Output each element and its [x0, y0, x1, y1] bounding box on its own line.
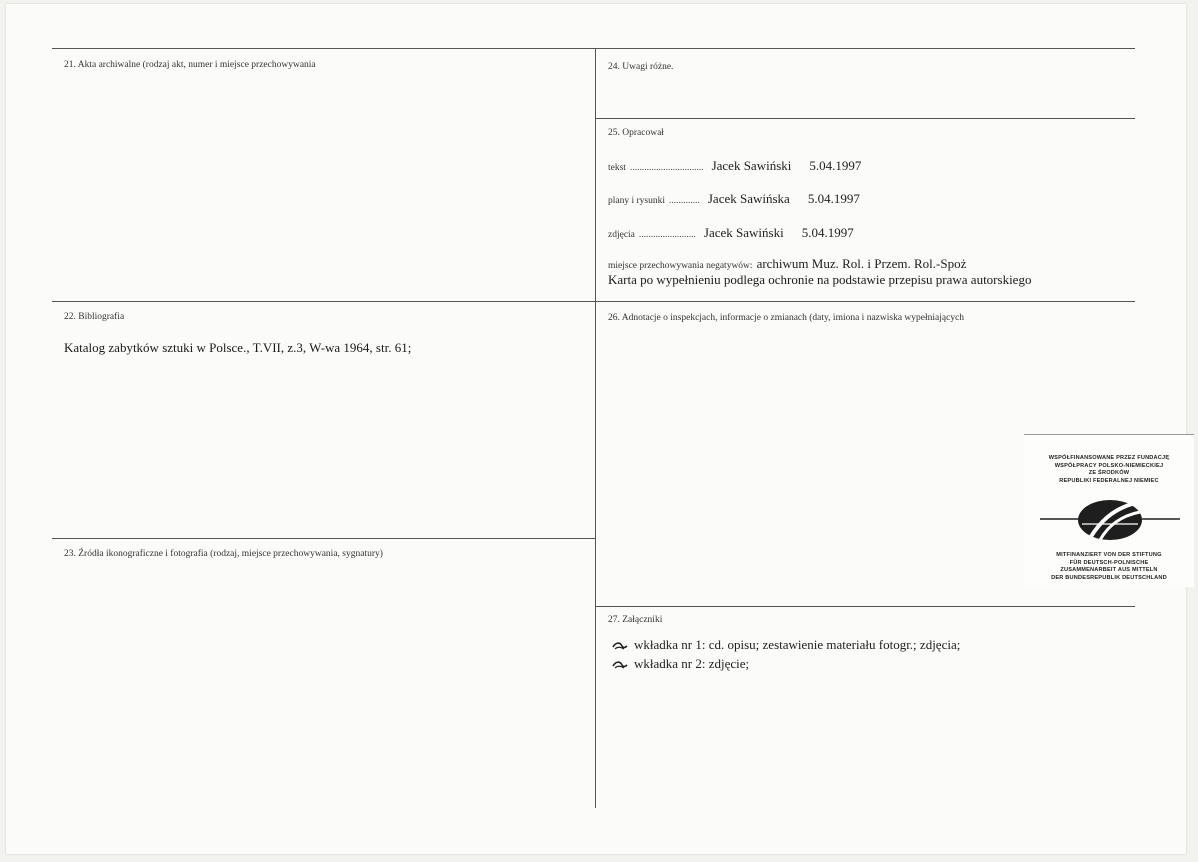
section-26-caption: 26. Adnotacje o inspekcjach, informacje o zmianach (daty, imiona i nazwiska wypełniających [608, 313, 965, 323]
section-22-caption: 22. Bibliografia [64, 312, 125, 322]
author-row-date: 5.04.1997 [801, 225, 854, 240]
author-row-plans [608, 190, 860, 208]
center-divider [595, 48, 596, 808]
leaf-bullet-icon [612, 641, 628, 651]
rule-21-22 [52, 301, 1135, 302]
section-21-caption: 21. Akta archiwalne (rodzaj akt, numer i miejsce przechowywania [64, 60, 316, 70]
negatives-label: miejsce przechowywania negatywów: [608, 261, 753, 271]
record-card-sheet [6, 4, 1186, 854]
funding-stamp [1024, 434, 1194, 587]
section-27-caption: 27. Załączniki [608, 615, 663, 625]
author-row-date: 5.04.1997 [807, 191, 860, 206]
section-24-caption: 24. Uwagi różne. [608, 62, 674, 72]
author-row-name: Jacek Sawińska [707, 191, 790, 206]
foundation-logo-icon [1040, 500, 1180, 544]
attachment-item [612, 656, 749, 672]
author-row-label: tekst [608, 163, 626, 173]
rule-24-25 [596, 118, 1135, 119]
author-row-name: Jacek Sawiński [703, 225, 784, 240]
author-row-label: plany i rysunki [608, 196, 665, 206]
leaf-bullet-icon [612, 660, 628, 670]
section-23-caption: 23. Źródła ikonograficzne i fotografia (rodzaj, miejsce przechowywania, sygnatury) [64, 549, 383, 559]
author-row-photos [608, 224, 854, 242]
author-row-name: Jacek Sawiński [711, 158, 792, 173]
negatives-value: archiwum Muz. Rol. i Przem. Rol.-Spoż [756, 256, 967, 271]
author-row-date: 5.04.1997 [809, 158, 862, 173]
top-rule [52, 48, 1135, 49]
author-row-text [608, 157, 861, 175]
copyright-note: Karta po wypełnieniu podlega ochronie na podstawie przepisu prawa autorskiego [608, 272, 1032, 287]
attachment-item [612, 637, 960, 653]
author-row-dots: ............. [669, 196, 700, 206]
author-row-dots: ........................ [638, 230, 696, 240]
section-25-caption: 25. Opracował [608, 128, 664, 138]
attachment-text: wkładka nr 2: zdjęcie; [634, 656, 750, 671]
author-row-label: zdjęcia [608, 230, 635, 240]
rule-26-27 [596, 606, 1135, 607]
stamp-german-text: MITFINANZIERT VON DER STIFTUNG FÜR DEUTSCH-POLNISCHE ZUSAMMENARBEIT AUS MITTELN DER BUNDESREPUBLIK DEUTSCHLAND [1051, 552, 1167, 581]
attachment-text: wkładka nr 1: cd. opisu; zestawienie materiału fotogr.; zdjęcia; [634, 637, 961, 652]
author-row-dots: ............................... [629, 163, 704, 173]
negatives-line [608, 255, 966, 273]
stamp-polish-text: WSPÓŁFINANSOWANE PRZEZ FUNDACJĘ WSPÓŁPRACY POLSKO-NIEMIECKIEJ ZE ŚRODKÓW REPUBLIKI FEDERALNEJ NIEMIEC [1048, 455, 1170, 484]
bibliography-entry: Katalog zabytków sztuki w Polsce., T.VII, z.3, W-wa 1964, str. 61; [64, 340, 412, 355]
rule-22-23 [52, 538, 595, 539]
